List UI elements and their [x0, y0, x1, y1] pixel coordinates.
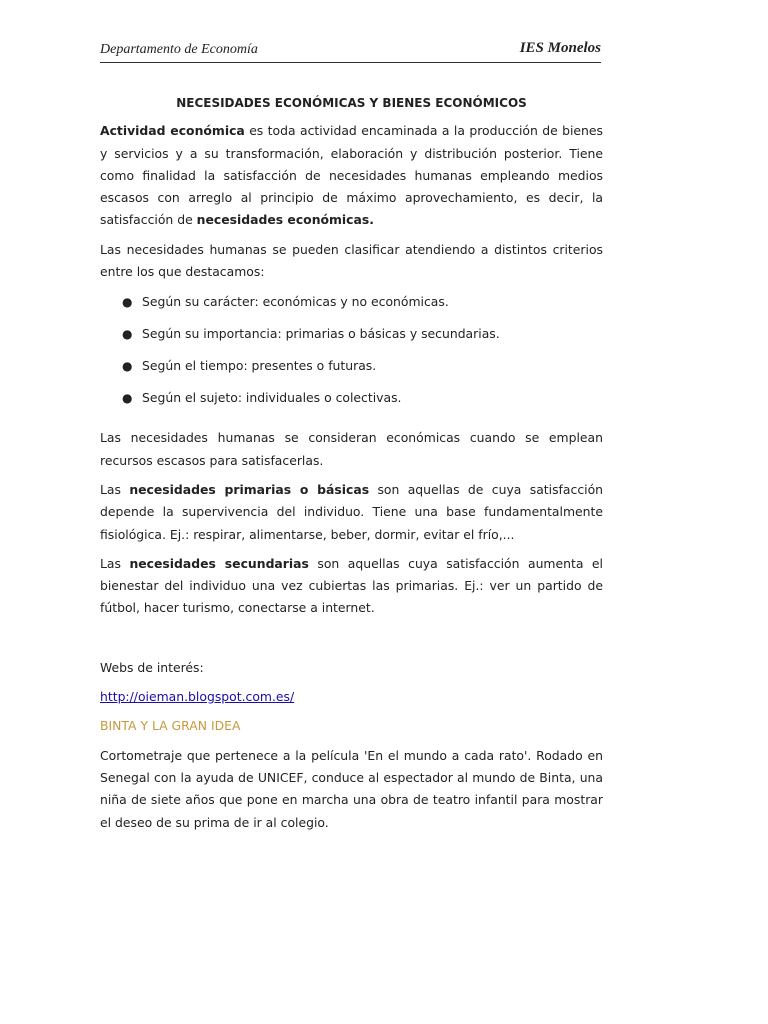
list-item-text: Según el sujeto: individuales o colectivas. [142, 390, 402, 406]
paragraph-secundarias [100, 553, 603, 620]
paragraph-prefix: Las [100, 481, 130, 497]
paragraph-prefix: Las [100, 555, 130, 571]
paragraph-primarias [100, 479, 603, 546]
term-secundarias: necesidades secundarias [129, 555, 309, 571]
web-link-row [100, 686, 603, 708]
video-title: BINTA Y LA GRAN IDEA [100, 718, 241, 734]
criteria-list [100, 291, 603, 419]
paragraph-text: son aquellas cuya satisfacción aumenta el bienestar del individuo una vez cubiertas las primarias. Ej.: ver un partido de fútbol, hacer turismo, conectarse a internet. [100, 555, 603, 616]
document-body [100, 92, 603, 841]
term-primarias: necesidades primarias o básicas [129, 481, 370, 497]
school-name: IES Monelos [519, 40, 601, 56]
paragraph-clasificacion: Las necesidades humanas se pueden clasificar atendiendo a distintos criterios entre los que destacamos: [100, 241, 603, 280]
term-necesidades-economicas: necesidades económicas. [196, 212, 374, 228]
list-item [100, 323, 603, 355]
web-link[interactable]: http://oieman.blogspot.com.es/ [100, 689, 295, 705]
document-title: NECESIDADES ECONÓMICAS Y BIENES ECONÓMICOS [176, 96, 527, 110]
paragraph-text: es toda actividad encaminada a la producción de bienes y servicios y a su transformación, elaboración y distribución posterior. Tiene como finalidad la satisfacción de necesidades humanas empleando medios escasos con arreglo al principio de máximo aprovechamiento, es decir, la satisfacción de [100, 123, 603, 228]
list-item-text: Según el tiempo: presentes o futuras. [142, 358, 377, 374]
list-item-text: Según su importancia: primarias o básicas y secundarias. [142, 326, 500, 342]
list-item [100, 387, 603, 419]
paragraph-economicas: Las necesidades humanas se consideran económicas cuando se emplean recursos escasos para satisfacerlas. [100, 430, 603, 468]
page-header [100, 40, 601, 63]
term-actividad: Actividad económica [100, 123, 245, 139]
list-item [100, 355, 603, 387]
department-name: Departamento de Economía [100, 42, 258, 57]
list-item-text: Según su carácter: económicas y no económicas. [142, 294, 449, 310]
bullet-icon: ● [122, 327, 133, 342]
spacer [100, 627, 603, 657]
paragraph-binta: Cortometraje que pertenece a la película 'En el mundo a cada rato'. Rodado en Senegal con la ayuda de UNICEF, conduce al espectador al mundo de Binta, una niña de siete años que pone en marcha una obra de teatro infantil para mostrar el deseo de su prima de ir al colegio. [100, 747, 603, 830]
list-item [100, 291, 603, 323]
bullet-icon: ● [122, 391, 133, 406]
bullet-icon: ● [122, 359, 133, 374]
paragraph-actividad [100, 120, 603, 231]
paragraph-text: son aquellas de cuya satisfacción depende la supervivencia del individuo. Tiene una base fundamentalmente fisiológica. Ej.: respirar, alimentarse, beber, dormir, evitar el frío,... [100, 481, 604, 542]
bullet-icon: ● [122, 295, 133, 310]
webs-label: Webs de interés: [100, 659, 204, 675]
